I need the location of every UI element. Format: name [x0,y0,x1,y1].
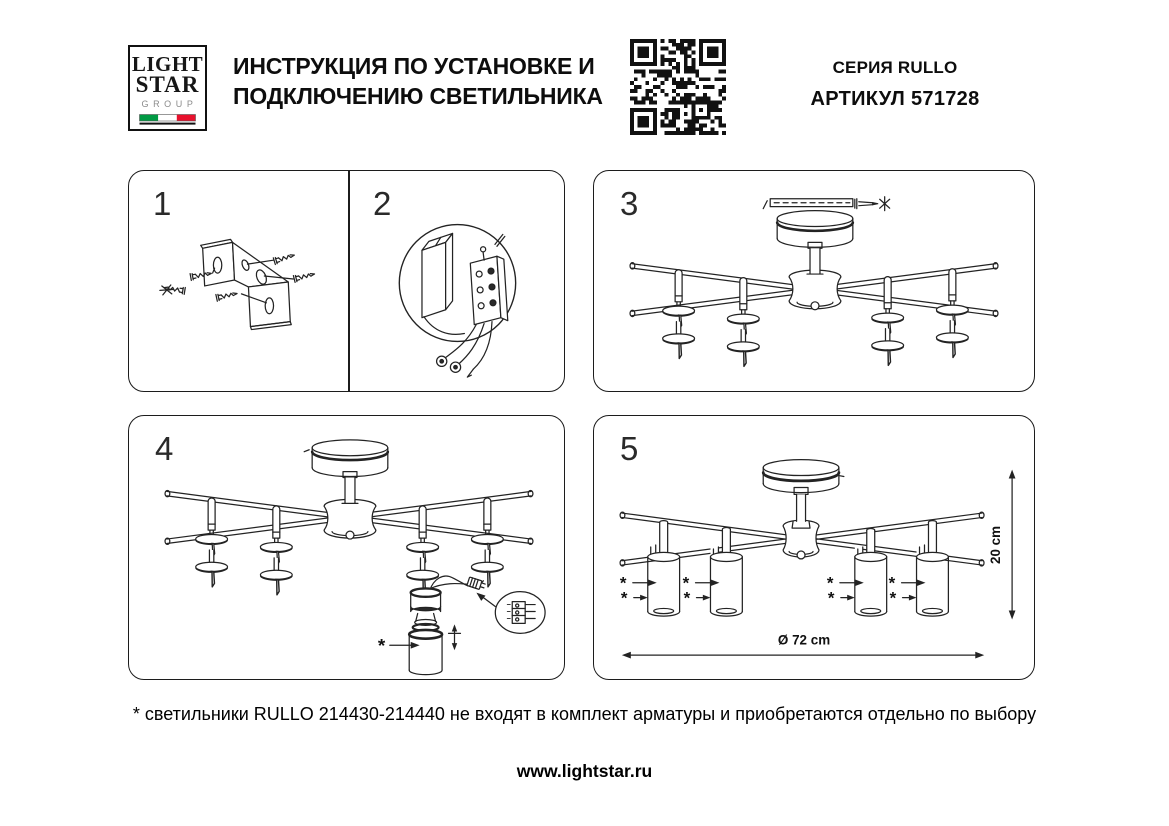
svg-text:*: * [827,588,835,608]
svg-text:*: * [620,588,628,608]
step-number-5: 5 [620,430,639,467]
step-panel-4 [128,415,565,680]
asterisk-callouts [620,574,926,608]
lamp-socket [411,588,441,630]
svg-text:*: * [619,573,627,593]
product-id-block [778,58,1012,111]
central-hub [324,499,376,539]
step4-drawing [129,416,564,679]
lamp-shade [409,630,442,675]
svg-text:20 cm: 20 cm [988,526,1004,564]
arrowhead [411,642,420,649]
svg-text:*: * [888,573,896,593]
central-hub [783,520,819,559]
asterisk-mark: * [377,636,386,658]
lamp-holder [663,270,695,359]
move-icon [449,624,461,650]
title-line-2: ПОДКЛЮЧЕНИЮ СВЕТИЛЬНИКА [233,83,603,109]
step1-drawing [129,171,348,391]
dimension-height [988,470,1015,620]
dimension-diameter [622,632,984,658]
step5-drawing [594,416,1034,679]
svg-text:*: * [826,573,834,593]
svg-text:*: * [683,588,691,608]
svg-text:*: * [889,588,897,608]
footnote-text: * светильники RULLO 214430-214440 не входят в комплект арматуры и приобретаются отдельно по выбору [132,704,1037,724]
mounting-bracket [201,239,292,329]
shade-peg [648,521,668,557]
lamp-holder [936,269,968,358]
terminal-detail-bubble [495,592,545,634]
step2-drawing [349,171,563,391]
logo-text-star: STAR [135,72,200,97]
step3-drawing [594,171,1034,391]
qr-code [630,39,726,135]
step-panel-1-2 [128,170,565,392]
lamp-holder [872,277,904,366]
lamp-holder [471,498,503,587]
italy-flag-icon [139,114,196,125]
page-title [233,51,603,111]
ceiling-plate [763,197,889,211]
wires [437,322,492,377]
step-number-1: 1 [153,185,172,222]
svg-text:Ø 72 cm: Ø 72 cm [777,632,831,648]
connector-plug [467,577,486,591]
terminal-block [470,234,507,324]
title-line-1: ИНСТРУКЦИЯ ПО УСТАНОВКЕ И [233,53,595,79]
step-panel-5 [593,415,1035,680]
screw-icon [160,284,185,295]
screw-icon [855,197,890,211]
svg-text:*: * [682,573,690,593]
lamp-holder [727,278,759,367]
article-label: АРТИКУЛ 571728 [810,88,980,110]
arrowhead [474,590,485,601]
step-number-2: 2 [373,185,392,222]
bracket-plate [422,233,464,334]
logo-text-group: GROUP [141,99,198,109]
lamp-holder [260,506,292,595]
lightstar-logo [128,45,207,131]
logo-text-light: LIGHT [131,52,204,76]
step-number-4: 4 [155,430,174,467]
lamp-holder [196,498,228,587]
central-hub [789,270,841,310]
step-panel-3 [593,170,1035,392]
series-label: СЕРИЯ RULLO [832,58,958,77]
website-url: www.lightstar.ru [516,761,653,781]
step-number-3: 3 [620,185,639,222]
